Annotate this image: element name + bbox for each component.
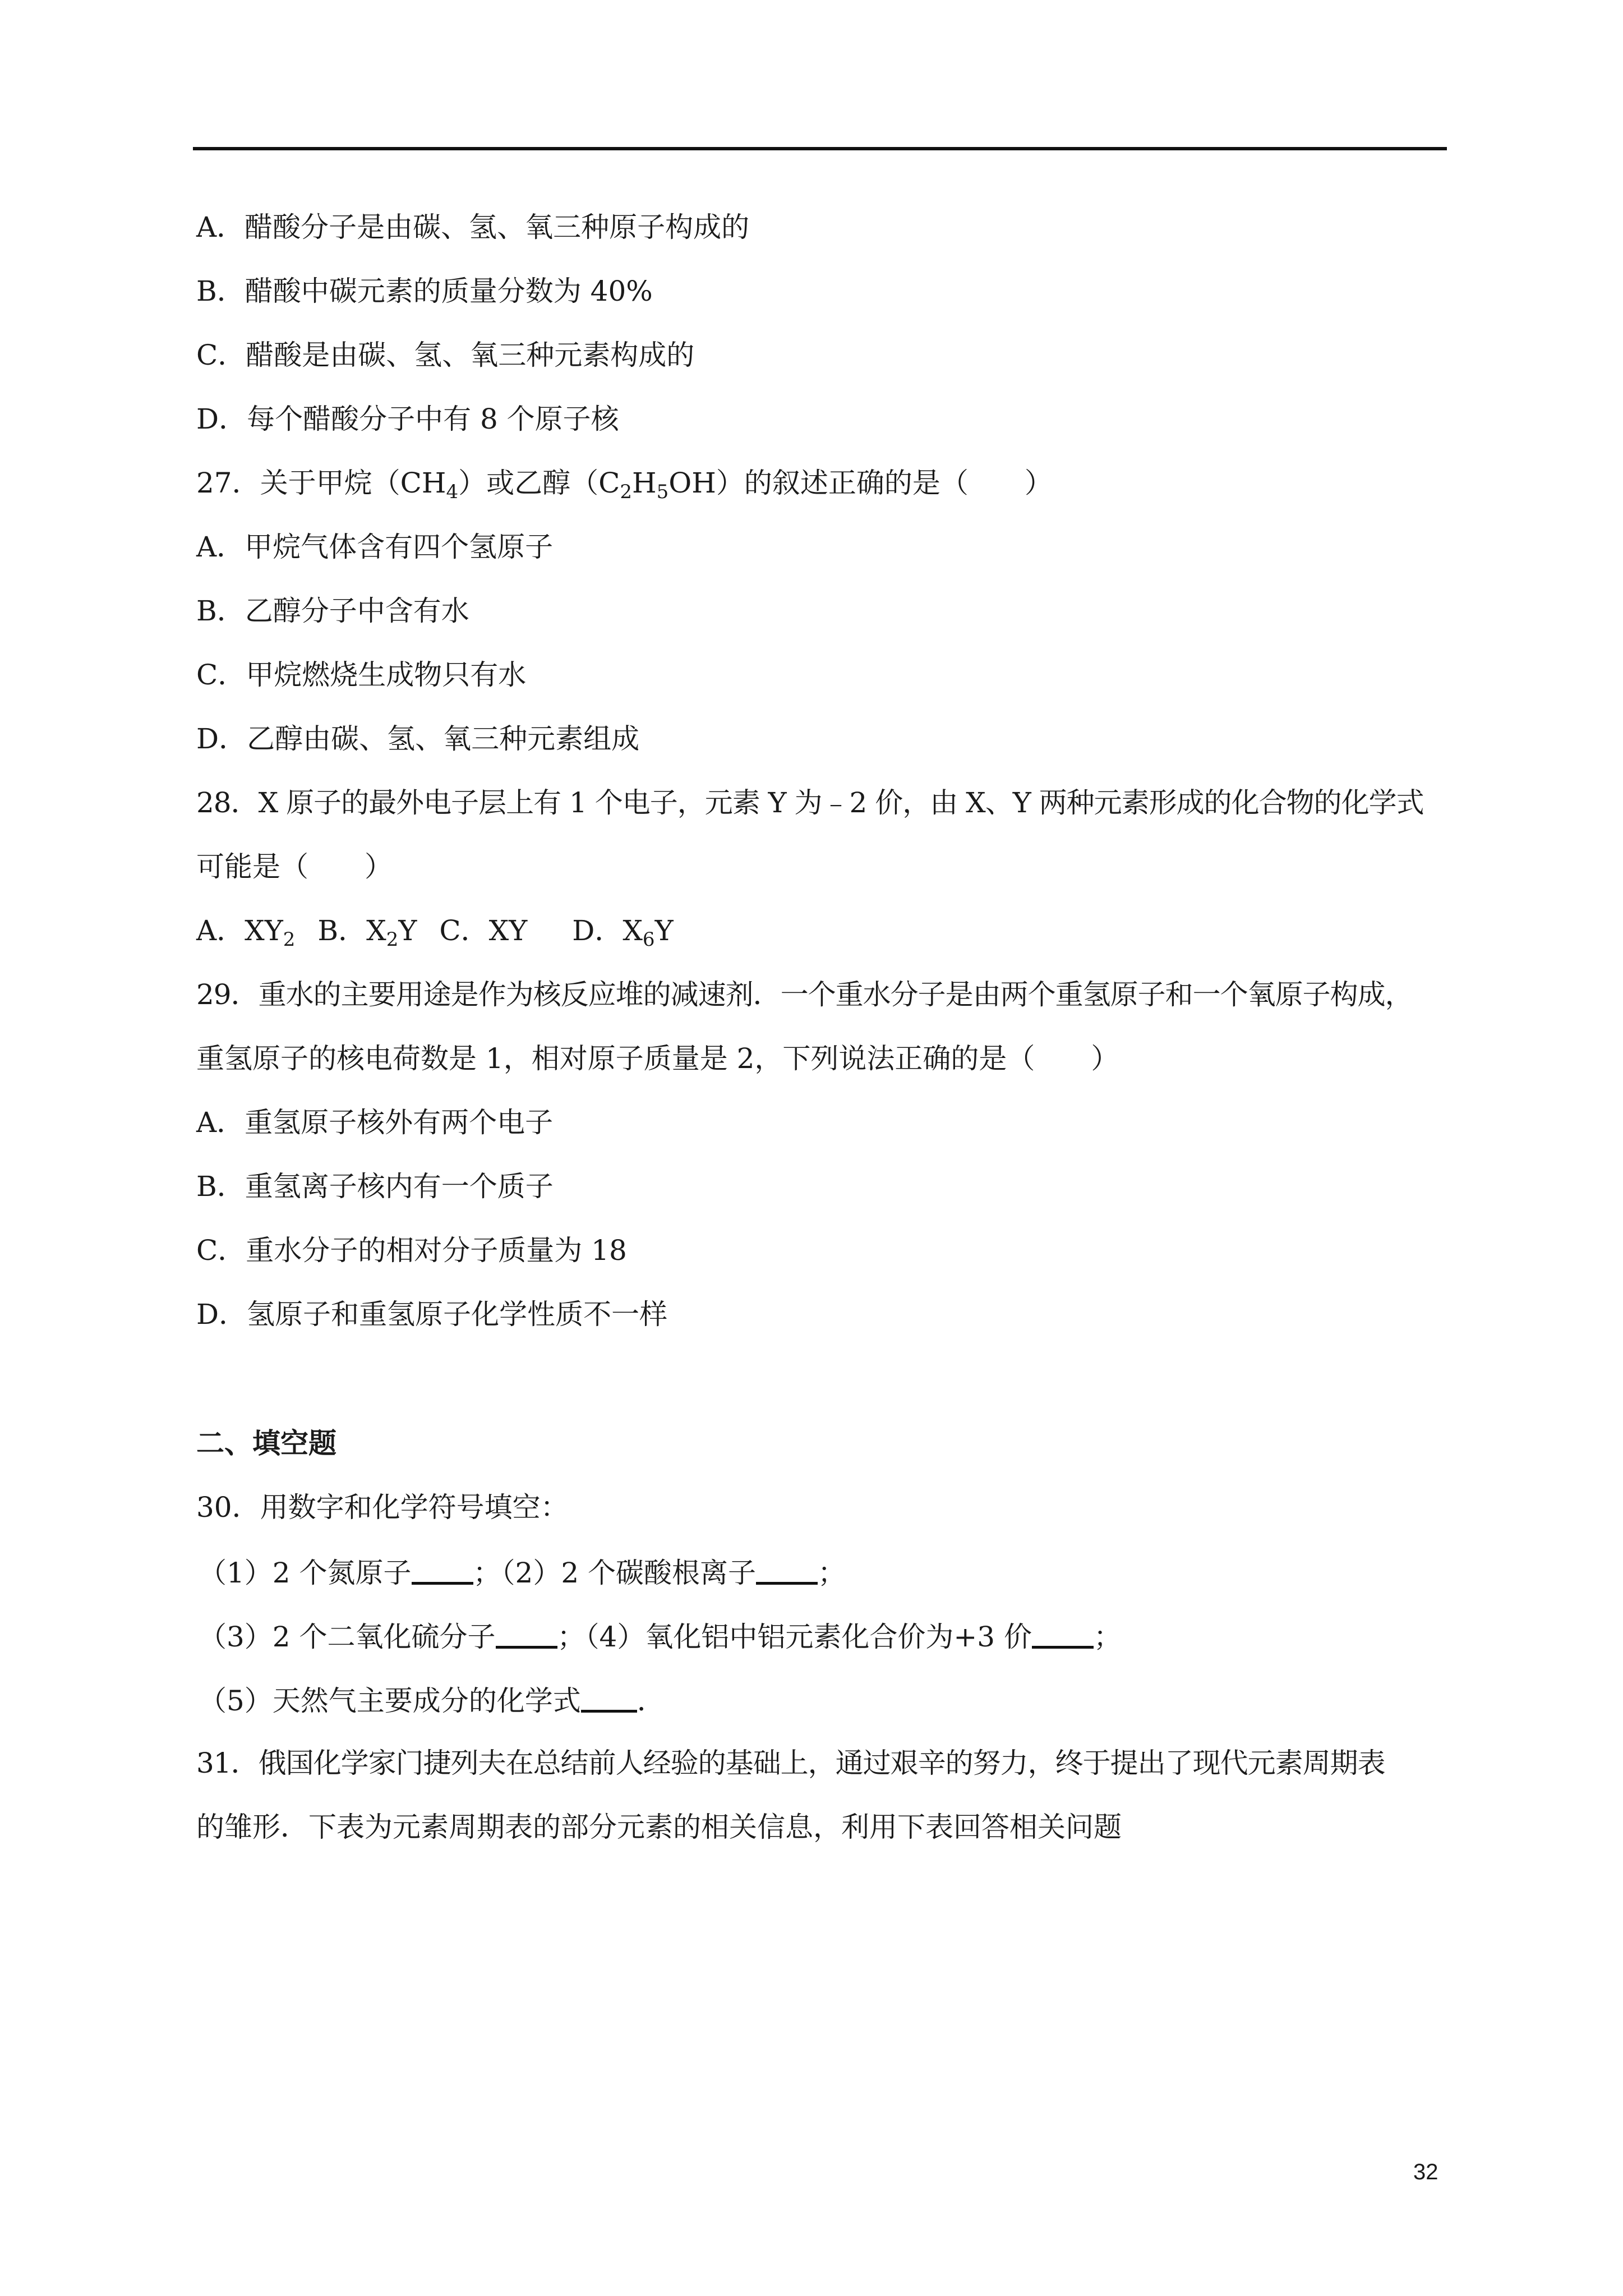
q30-part4-end: ； [1093,1621,1122,1653]
q30-blank4[interactable] [1032,1616,1094,1649]
q27-stem-h: H [632,467,657,499]
q27-stem-mid: ）或乙醇（C [458,467,620,499]
q31-stem-line1: 31．俄国化学家门捷列夫在总结前人经验的基础上，通过艰辛的努力，终于提出了现代元素周期表 [196,1747,1385,1779]
q29-option-d: D．氢原子和重氢原子化学性质不一样 [196,1298,668,1331]
q27-sub-4: 4 [446,481,459,503]
q27-stem-prefix: 27．关于甲烷（CH [196,467,446,499]
q30-part2-end: ； [818,1557,846,1589]
q30-part3: （3）2 个二氧化硫分子 [199,1621,496,1653]
q28-option-d-sub: 6 [642,928,655,951]
q29-option-a: A．重氢原子核外有两个电子 [196,1106,554,1139]
q28-option-b [317,914,417,951]
q30-part3-end: ； [557,1621,585,1653]
q29-stem-line2: 重氢原子的核电荷数是 1，相对原子质量是 2，下列说法正确的是（ ） [196,1042,1119,1075]
q30-blank1[interactable] [412,1552,473,1585]
q27-option-c: C．甲烷燃烧生成物只有水 [196,659,527,691]
q30-part4: （4）氧化铝中铝元素化合价为+3 价 [585,1621,1032,1653]
q27-option-b: B．乙醇分子中含有水 [196,595,469,627]
q27-sub-5: 5 [656,481,669,503]
header-rule [193,147,1447,150]
q30-blank2[interactable] [756,1552,818,1585]
q30-part1-end: ； [473,1557,501,1589]
q27-stem [196,463,1450,503]
q30-title: 30．用数字和化学符号填空： [196,1491,569,1524]
q28-option-d [572,914,674,951]
q27-option-a: A．甲烷气体含有四个氢原子 [196,531,554,563]
q30-row2 [199,1616,1453,1657]
q28-option-b-end: Y [398,914,417,947]
q28-option-b-sub: 2 [386,928,399,951]
q30-part1: （1）2 个氮原子 [199,1557,412,1589]
q28-options [196,911,1450,950]
section-heading-fill-in: 二、填空题 [196,1427,336,1460]
q28-option-d-end: Y [654,914,674,947]
q30-part5-end: ． [637,1685,665,1717]
q28-option-a [196,914,296,951]
q30-part5: （5）天然气主要成分的化学式 [199,1685,581,1717]
page-number: 32 [1413,2160,1438,2184]
q31-stem-line2: 的雏形．下表为元素周期表的部分元素的相关信息，利用下表回答相关问题 [196,1811,1122,1843]
q30-row1 [199,1552,1453,1593]
q30-part2: （2）2 个碳酸根离子 [501,1557,757,1589]
q28-stem-line1: 28．X 原子的最外电子层上有 1 个电子，元素 Y 为﹣2 价，由 X、Y 两种元素形成的化合物的化学式 [196,786,1424,819]
q30-blank3[interactable] [496,1616,557,1649]
q26-option-b: B．醋酸中碳元素的质量分数为 40% [196,275,653,307]
q28-option-c: C．XY [439,914,528,947]
q26-option-c: C．醋酸是由碳、氢、氧三种元素构成的 [196,339,695,371]
q29-stem-line1: 29．重水的主要用途是作为核反应堆的减速剂．一个重水分子是由两个重氢原子和一个氧原子构成， [196,978,1413,1011]
q28-option-a-sub: 2 [283,928,296,951]
q28-option-b-text: B．X [317,914,386,947]
q30-blank5[interactable] [581,1680,637,1713]
q29-option-b: B．重氢离子核内有一个质子 [196,1170,554,1203]
q26-option-a: A．醋酸分子是由碳、氢、氧三种原子构成的 [196,211,750,243]
q29-option-c: C．重水分子的相对分子质量为 18 [196,1234,627,1267]
q26-option-d: D．每个醋酸分子中有 8 个原子核 [196,403,619,435]
q27-sub-2: 2 [620,481,633,503]
q28-option-d-text: D．X [572,914,643,947]
q30-row3 [199,1680,1453,1720]
q28-stem-line2: 可能是（ ） [196,850,393,883]
q27-option-d: D．乙醇由碳、氢、氧三种元素组成 [196,723,640,755]
q27-stem-suffix: OH）的叙述正确的是（ ） [668,467,1053,499]
q28-option-a-text: A．XY [196,914,283,947]
